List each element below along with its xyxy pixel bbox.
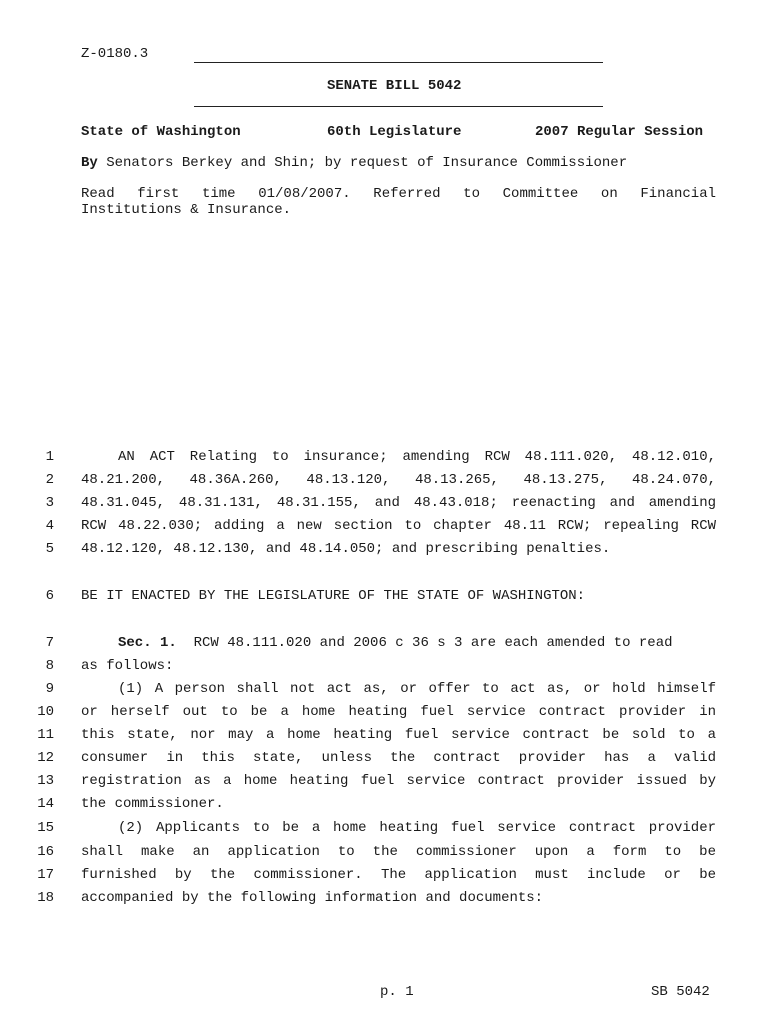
line-number: 5 (45, 541, 54, 557)
line-number: 6 (45, 588, 54, 604)
legislature-label: 60th Legislature (327, 124, 462, 140)
state-label: State of Washington (81, 124, 241, 140)
section-text: RCW 48.111.020 and 2006 c 36 s 3 are each amended to read (176, 635, 673, 651)
bill-line: shall make an application to the commissioner upon a form to be (81, 844, 716, 860)
bill-line (118, 635, 716, 651)
line-number: 14 (37, 796, 54, 812)
line-number: 13 (37, 773, 54, 789)
bill-line: the commissioner. (81, 796, 224, 812)
bill-line: this state, nor may a home heating fuel service contract be sold to a (81, 727, 716, 743)
bill-line: 48.31.045, 48.31.131, 48.31.155, and 48.43.018; reenacting and amending (81, 495, 716, 511)
bill-line: 48.21.200, 48.36A.260, 48.13.120, 48.13.265, 48.13.275, 48.24.070, (81, 472, 716, 488)
line-number: 15 (37, 820, 54, 836)
bill-line: RCW 48.22.030; adding a new section to chapter 48.11 RCW; repealing RCW (81, 518, 716, 534)
bill-line: as follows: (81, 658, 174, 674)
line-number: 8 (45, 658, 54, 674)
line-number: 11 (37, 727, 54, 743)
line-number: 4 (45, 518, 54, 534)
line-number: 7 (45, 635, 54, 651)
by-label: By (81, 155, 98, 171)
line-number: 12 (37, 750, 54, 766)
line-number: 3 (45, 495, 54, 511)
header-rule-top (194, 62, 603, 63)
line-number: 2 (45, 472, 54, 488)
bill-line: (1) A person shall not act as, or offer to act as, or hold himself (118, 681, 716, 697)
committee-line: Institutions & Insurance. (81, 202, 292, 218)
bill-line: accompanied by the following information and documents: (81, 890, 544, 906)
section-heading: Sec. 1. (118, 635, 177, 651)
sponsors-text: Senators Berkey and Shin; by request of Insurance Commissioner (106, 155, 628, 171)
bill-line: 48.12.120, 48.12.130, and 48.14.050; and prescribing penalties. (81, 541, 611, 557)
bill-line: or herself out to be a home heating fuel service contract provider in (81, 704, 716, 720)
bill-line: consumer in this state, unless the contract provider has a valid (81, 750, 716, 766)
line-number: 10 (37, 704, 54, 720)
line-number: 17 (37, 867, 54, 883)
bill-line: registration as a home heating fuel service contract provider issued by (81, 773, 716, 789)
session-label: 2007 Regular Session (535, 124, 704, 140)
bill-line: furnished by the commissioner. The application must include or be (81, 867, 716, 883)
page-number: p. 1 (380, 984, 414, 1000)
bill-title: SENATE BILL 5042 (327, 78, 462, 94)
line-number: 1 (45, 449, 54, 465)
bill-line: (2) Applicants to be a home heating fuel service contract provider (118, 820, 716, 836)
bill-line: AN ACT Relating to insurance; amending RCW 48.111.020, 48.12.010, (118, 449, 716, 465)
sponsors-line (81, 155, 627, 171)
line-number: 9 (45, 681, 54, 697)
bill-reference: SB 5042 (651, 984, 710, 1000)
line-number: 18 (37, 890, 54, 906)
read-first-time-line: Read first time 01/08/2007. Referred to Committee on Financial (81, 186, 716, 202)
header-rule-bottom (194, 106, 603, 107)
bill-line: BE IT ENACTED BY THE LEGISLATURE OF THE STATE OF WASHINGTON: (81, 588, 586, 604)
document-code: Z-0180.3 (81, 46, 149, 62)
line-number: 16 (37, 844, 54, 860)
